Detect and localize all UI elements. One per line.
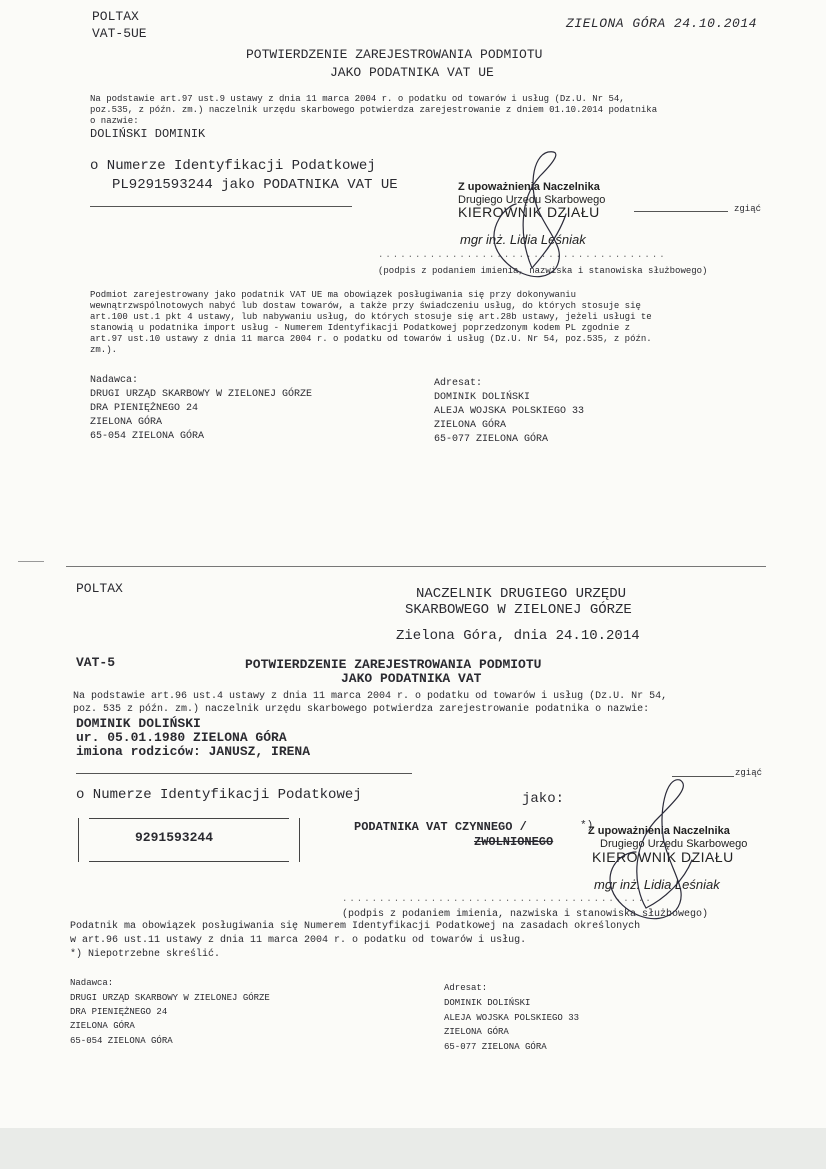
office-line-1: NACZELNIK DRUGIEGO URZĘDU — [416, 586, 627, 602]
intro-line: poz. 535 z późn. zm.) naczelnik urzędu skarbowego potwierdza zarejestrowanie podatnika o nazwie: — [73, 704, 650, 715]
form-code: VAT-5 — [76, 655, 116, 670]
intro-line: poz.535, z późn. zm.) naczelnik urzędu skarbowego potwierdza zarejestrowanie z dniem 01.10.2014 podatnika — [90, 105, 658, 115]
signature-stroke — [610, 780, 683, 919]
note-line: wewnątrzwspólnotowych nabyć lub dostaw towarów, a także przy świadczeniu usług, do których stosuje się — [90, 301, 641, 311]
note-line: stanowią u podatnika import usług - Numerem Identyfikacji Podatkowej poprzedzonym kodem PL zgodnie z — [90, 323, 631, 333]
title-line-2: JAKO PODATNIKA VAT — [341, 671, 482, 686]
recipient-line: ZIELONA GÓRA — [434, 420, 507, 431]
note-line: art.100 ust.1 pkt 4 ustawy, lub nabywaniu usług, do których stosuje się art.28b ustawy, jeżeli usługi te — [90, 312, 652, 322]
sender-line: DRUGI URZĄD SKARBOWY W ZIELONEJ GÓRZE — [70, 993, 270, 1003]
stamp-name: mgr inż. Lidia Leśniak — [594, 877, 720, 892]
signature-dots: .......................................... — [342, 894, 653, 904]
sender-line: ZIELONA GÓRA — [70, 1021, 135, 1031]
recipient-label: Adresat: — [434, 378, 483, 389]
recipient-line: DOMINIK DOLIŃSKI — [444, 998, 531, 1008]
signature-caption: (podpis z podaniem imienia, nazwiska i stanowiska służbowego) — [378, 266, 708, 276]
note-line: *) Niepotrzebne skreślić. — [70, 949, 221, 960]
signature-stroke — [646, 860, 692, 908]
stamp-line-3: KIEROWNIK DZIAŁU — [592, 849, 734, 865]
sender-line: 65-054 ZIELONA GÓRA — [70, 1036, 173, 1046]
parents-info: imiona rodziców: JANUSZ, IRENA — [76, 744, 311, 759]
stamp-line-1: Z upoważnienia Naczelnika — [458, 181, 600, 193]
title-line-1: POTWIERDZENIE ZAREJESTROWANIA PODMIOTU — [246, 47, 543, 62]
signature-dots: ....................................... — [378, 250, 667, 260]
recipient-label: Adresat: — [444, 983, 488, 993]
status-mark: *) — [580, 820, 594, 832]
sender-label: Nadawca: — [70, 978, 114, 988]
fold-label: zgiąć — [734, 204, 762, 214]
form-code: VAT-5UE — [92, 26, 147, 41]
recipient-line: 65-077 ZIELONA GÓRA — [444, 1042, 547, 1052]
recipient-line: ALEJA WOJSKA POLSKIEGO 33 — [434, 406, 585, 417]
recipient-line: DOMINIK DOLIŃSKI — [434, 392, 531, 403]
nip-number: 9291593244 — [135, 830, 214, 845]
system-name: POLTAX — [76, 581, 123, 596]
sender-line: DRA PIENIĘŻNEGO 24 — [90, 403, 199, 414]
signature-caption: (podpis z podaniem imienia, nazwiska i stanowiska służbowego) — [342, 909, 709, 920]
taxpayer-name: DOMINIK DOLIŃSKI — [76, 716, 201, 731]
stamp-line-3: KIEROWNIK DZIAŁU — [458, 204, 600, 220]
nip-label: o Numerze Identyfikacji Podatkowej — [90, 158, 376, 174]
recipient-line: 65-077 ZIELONA GÓRA — [434, 434, 549, 445]
intro-line: Na podstawie art.97 ust.9 ustawy z dnia 11 marca 2004 r. o podatku od towarów i usług (Dz.U. Nr 54, — [90, 94, 625, 104]
sender-label: Nadawca: — [90, 375, 139, 386]
stamp-name: mgr inż. Lidia Leśniak — [460, 232, 586, 247]
system-name: POLTAX — [92, 9, 139, 24]
note-line: w art.96 ust.11 ustawy z dnia 11 marca 2004 r. o podatku od towarów i usług. — [70, 935, 527, 946]
recipient-line: ALEJA WOJSKA POLSKIEGO 33 — [444, 1013, 580, 1023]
recipient-line: ZIELONA GÓRA — [444, 1027, 509, 1037]
sender-line: ZIELONA GÓRA — [90, 417, 163, 428]
stamp-line-2: Drugiego Urzędu Skarbowego — [600, 838, 748, 850]
taxpayer-name: DOLIŃSKI DOMINIK — [90, 127, 206, 141]
office-line-2: SKARBOWEGO W ZIELONEJ GÓRZE — [405, 602, 632, 618]
note-line: art.97 ust.10 ustawy z dnia 11 marca 2004 r. o podatku od towarów i usług (Dz.U. Nr 54, poz.535, z późn. — [90, 334, 652, 344]
sender-line: 65-054 ZIELONA GÓRA — [90, 431, 205, 442]
nip-label: o Numerze Identyfikacji Podatkowej — [76, 787, 362, 803]
sender-line: DRUGI URZĄD SKARBOWY W ZIELONEJ GÓRZE — [90, 389, 313, 400]
stamp-line-1: Z upoważnienia Naczelnika — [588, 825, 730, 837]
nip-value: PL9291593244 jako PODATNIKA VAT UE — [112, 177, 398, 193]
title-line-1: POTWIERDZENIE ZAREJESTROWANIA PODMIOTU — [245, 657, 542, 672]
note-line: Podmiot zarejestrowany jako podatnik VAT UE ma obowiązek posługiwania się przy dokonywaniu — [90, 290, 577, 300]
stamp-line-2: Drugiego Urzędu Skarbowego — [458, 194, 606, 206]
status-active: PODATNIKA VAT CZYNNEGO / — [354, 820, 527, 834]
title-line-2: JAKO PODATNIKA VAT UE — [330, 65, 494, 80]
place-date: Zielona Góra, dnia 24.10.2014 — [396, 628, 640, 644]
jako-label: jako: — [522, 791, 565, 807]
note-line: zm.). — [90, 345, 118, 355]
signature-stroke — [532, 214, 566, 268]
intro-line: Na podstawie art.96 ust.4 ustawy z dnia 11 marca 2004 r. o podatku od towarów i usług (Dz.U. Nr 54, — [73, 691, 668, 702]
birth-info: ur. 05.01.1980 ZIELONA GÓRA — [76, 730, 287, 745]
status-exempt: ZWOLNIONEGO — [474, 835, 554, 849]
place-date: ZIELONA GÓRA 24.10.2014 — [566, 16, 757, 31]
note-line: Podatnik ma obowiązek posługiwania się Numerem Identyfikacji Podatkowej na zasadach określonych — [70, 921, 641, 932]
intro-line: o nazwie: — [90, 116, 139, 126]
signature-stroke — [494, 152, 559, 277]
fold-label: zgiąć — [735, 768, 763, 778]
sender-line: DRA PIENIĘŻNEGO 24 — [70, 1007, 168, 1017]
